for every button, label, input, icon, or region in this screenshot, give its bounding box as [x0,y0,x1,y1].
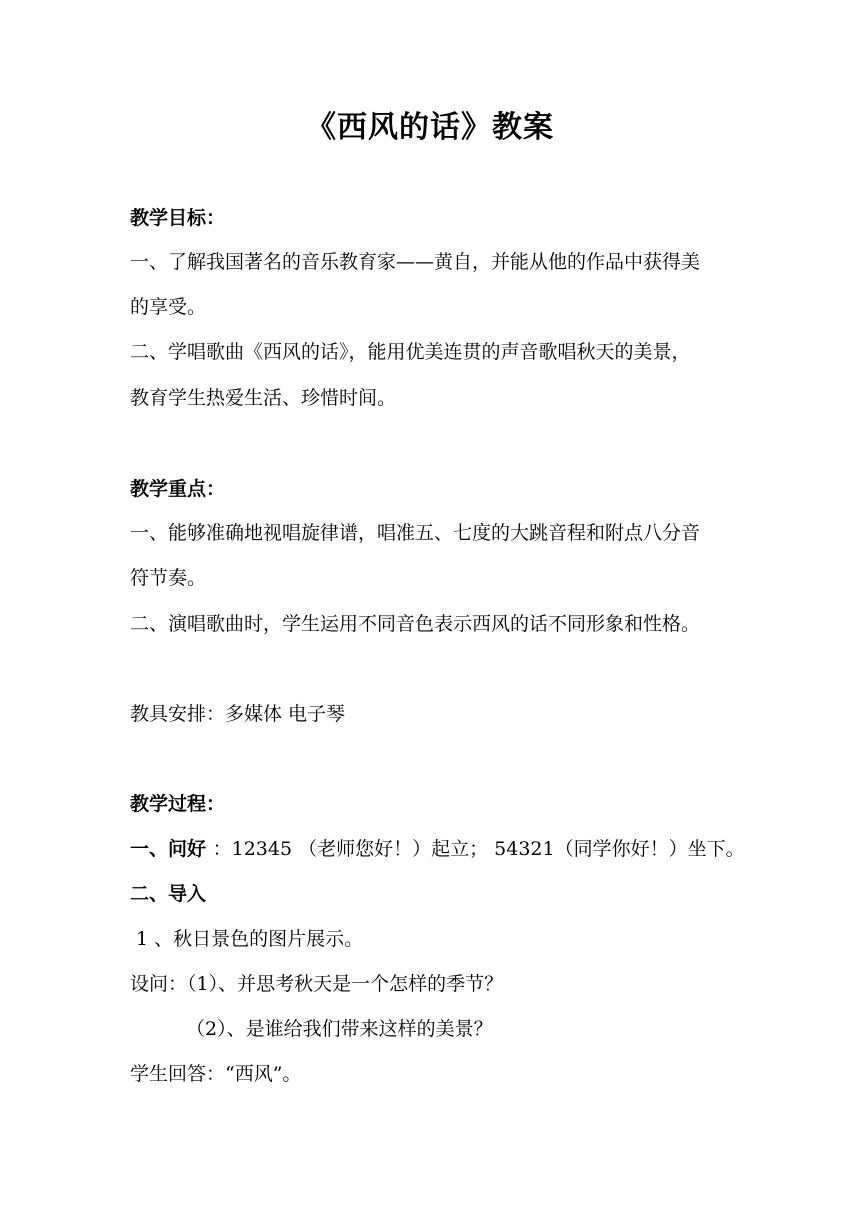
intro-line: 1 、秋日景色的图片展示。 [136,928,364,950]
intro-line: 学生回答：“西风”。 [130,1063,302,1085]
goals-line: 二、学唱歌曲《西风的话》，能用优美连贯的声音歌唱秋天的美景， [130,341,691,363]
goals-heading: 教学目标： [130,207,226,229]
greeting-line [130,834,750,864]
greeting-label: 一、问好 [130,838,213,860]
keypoints-line: 一、能够准确地视唱旋律谱，唱准五、七度的大跳音程和附点八分音 [130,522,701,544]
keypoints-line: 符节奏。 [130,567,207,589]
process-heading: 教学过程： [130,793,226,815]
goals-line: 的享受。 [130,296,207,318]
tools-line: 教具安排：多媒体 电子琴 [130,703,346,725]
goals-line: 教育学生热爱生活、珍惜时间。 [130,387,397,409]
goals-line: 一、了解我国著名的音乐教育家——黄自，并能从他的作品中获得美 [130,251,701,273]
document-title: 《西风的话》教案 [306,110,554,145]
intro-line: 设问：（1）、并思考秋天是一个怎样的季节？ [130,973,504,995]
intro-heading: 二、导入 [130,883,207,905]
keypoints-heading: 教学重点： [130,478,226,500]
keypoints-line: 二、演唱歌曲时，学生运用不同音色表示西风的话不同形象和性格。 [130,613,701,635]
greeting-text: ：12345 （老师您好！）起立； 54321（同学你好！）坐下。 [212,838,745,860]
intro-line: （2）、是谁给我们带来这样的美景？ [186,1018,493,1040]
